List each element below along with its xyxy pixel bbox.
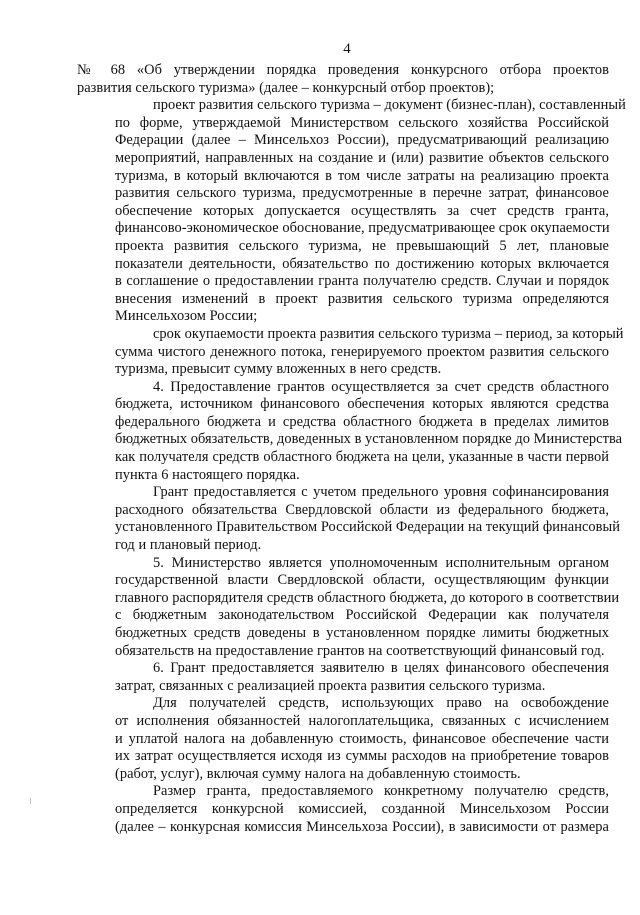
text-line: год и плановый период. xyxy=(115,537,262,554)
text-line: Для получателей средств, использующих право на освобождение xyxy=(153,695,609,712)
text-line: Федерации (далее – Минсельхоз России), предусматривающий реализацию xyxy=(115,132,609,149)
text-line: от исполнения обязанностей налогоплательщика, связанных с исчислением xyxy=(115,712,609,729)
text-line: развития сельского туризма, предусмотренные в перечне затрат, финансовое xyxy=(115,185,609,202)
text-line: определяется конкурсной комиссией, созданной Минсельхозом России xyxy=(115,800,609,817)
text-line: установленного Правительством Российской Федерации на текущий финансовый xyxy=(115,519,620,536)
text-line: туризма, в который включаются в том числе затраты на реализацию проекта xyxy=(115,167,609,184)
paragraph xyxy=(77,660,609,695)
text-line: федерального бюджета и средства областного бюджета в пределах лимитов xyxy=(115,413,609,430)
text-line: с бюджетным законодательством Российской Федерации как получателя xyxy=(115,607,609,624)
text-line: Минсельхозом России; xyxy=(115,308,258,325)
text-line: 4. Предоставление грантов осуществляется за счет средств областного xyxy=(153,378,609,395)
text-line: проект развития сельского туризма – документ (бизнес-план), составленный xyxy=(153,97,626,114)
text-line: бюджетных средств доведены в установленном порядке лимиты бюджетных xyxy=(115,625,609,641)
text-line: обязательств на предоставление грантов на соответствующий финансовый год. xyxy=(115,642,605,659)
text-line: их затрат осуществляется исходя из суммы расходов на приобретение товаров xyxy=(115,748,609,765)
text-line: срок окупаемости проекта развития сельского туризма – период, за который xyxy=(153,325,624,342)
text-line: (далее – конкурсная комиссия Минсельхоза России), в зависимости от размера xyxy=(115,818,609,835)
text-line: 5. Министерство является уполномоченным исполнительным органом xyxy=(153,554,609,571)
text-line: (работ, услуг), включая сумму налога на добавленную стоимость. xyxy=(115,765,521,782)
text-line: туризма, превысит сумму вложенных в него средств. xyxy=(115,361,442,378)
text-line: 6. Грант предоставляется заявителю в целях финансового обеспечения xyxy=(153,660,609,677)
paragraph xyxy=(77,695,609,783)
text-line: внесения изменений в проект развития сельского туризма определяются xyxy=(115,290,609,307)
text-line: в соглашение о предоставлении гранта получателю средств. Случаи и порядок xyxy=(115,273,609,290)
paragraph xyxy=(77,325,624,379)
text-line: как получателя средств областного бюджета на цели, указанные в части первой xyxy=(115,449,609,466)
text-line: финансово-экономическое обоснование, предусматривающее срок окупаемости xyxy=(115,220,610,237)
text-line: мероприятий, направленных на создание и (или) развитие объектов сельского xyxy=(115,149,609,166)
text-line: сумма чистого денежного потока, генерируемого проектом развития сельского xyxy=(115,343,609,360)
paragraph xyxy=(77,783,609,836)
paragraph xyxy=(77,554,620,661)
text-line: затрат, связанных с реализацией проекта развития сельского туризма. xyxy=(115,677,546,694)
text-line: показатели деятельности, обязательство по достижению которых включается xyxy=(115,255,609,272)
paragraph xyxy=(77,62,609,97)
document-page xyxy=(77,40,626,836)
paragraph xyxy=(77,97,626,326)
text-line: бюджета, источником финансового обеспечения которых являются средства xyxy=(115,396,609,413)
text-line: развития сельского туризма» (далее – конкурсный отбор проектов); xyxy=(77,79,495,96)
text-line: расходного обязательства Свердловской области из федерального бюджета, xyxy=(115,501,609,518)
text-line: главного распорядителя средств областного бюджета, до которого в соответствии xyxy=(115,589,620,606)
text-line: по форме, утверждаемой Министерством сельского хозяйства Российской xyxy=(115,114,609,131)
text-line: Размер гранта, предоставляемого конкретному получателю средств, xyxy=(153,783,609,800)
paragraph xyxy=(77,378,623,485)
paragraph xyxy=(77,484,620,554)
text-line: и уплатой налога на добавленную стоимость, финансовое обеспечение части xyxy=(115,730,609,747)
text-line: государственной власти Свердловской области, осуществляющим функции xyxy=(115,572,609,589)
margin-mark xyxy=(30,798,31,804)
text-line: бюджетных обязательств, доведенных в установленном порядке до Министерства xyxy=(115,431,623,448)
text-line: обеспечение которых допускается осуществлять за счет средств гранта, xyxy=(115,202,609,219)
text-line: проекта развития сельского туризма, не превышающий 5 лет, плановые xyxy=(115,237,609,254)
document-body xyxy=(77,62,626,836)
text-line: № 68 «Об утверждении порядка проведения конкурсного отбора проектов xyxy=(77,62,609,78)
text-line: Грант предоставляется с учетом предельного уровня софинансирования xyxy=(153,484,609,501)
text-line: пункта 6 настоящего порядка. xyxy=(115,466,300,483)
page-number: 4 xyxy=(343,41,351,57)
